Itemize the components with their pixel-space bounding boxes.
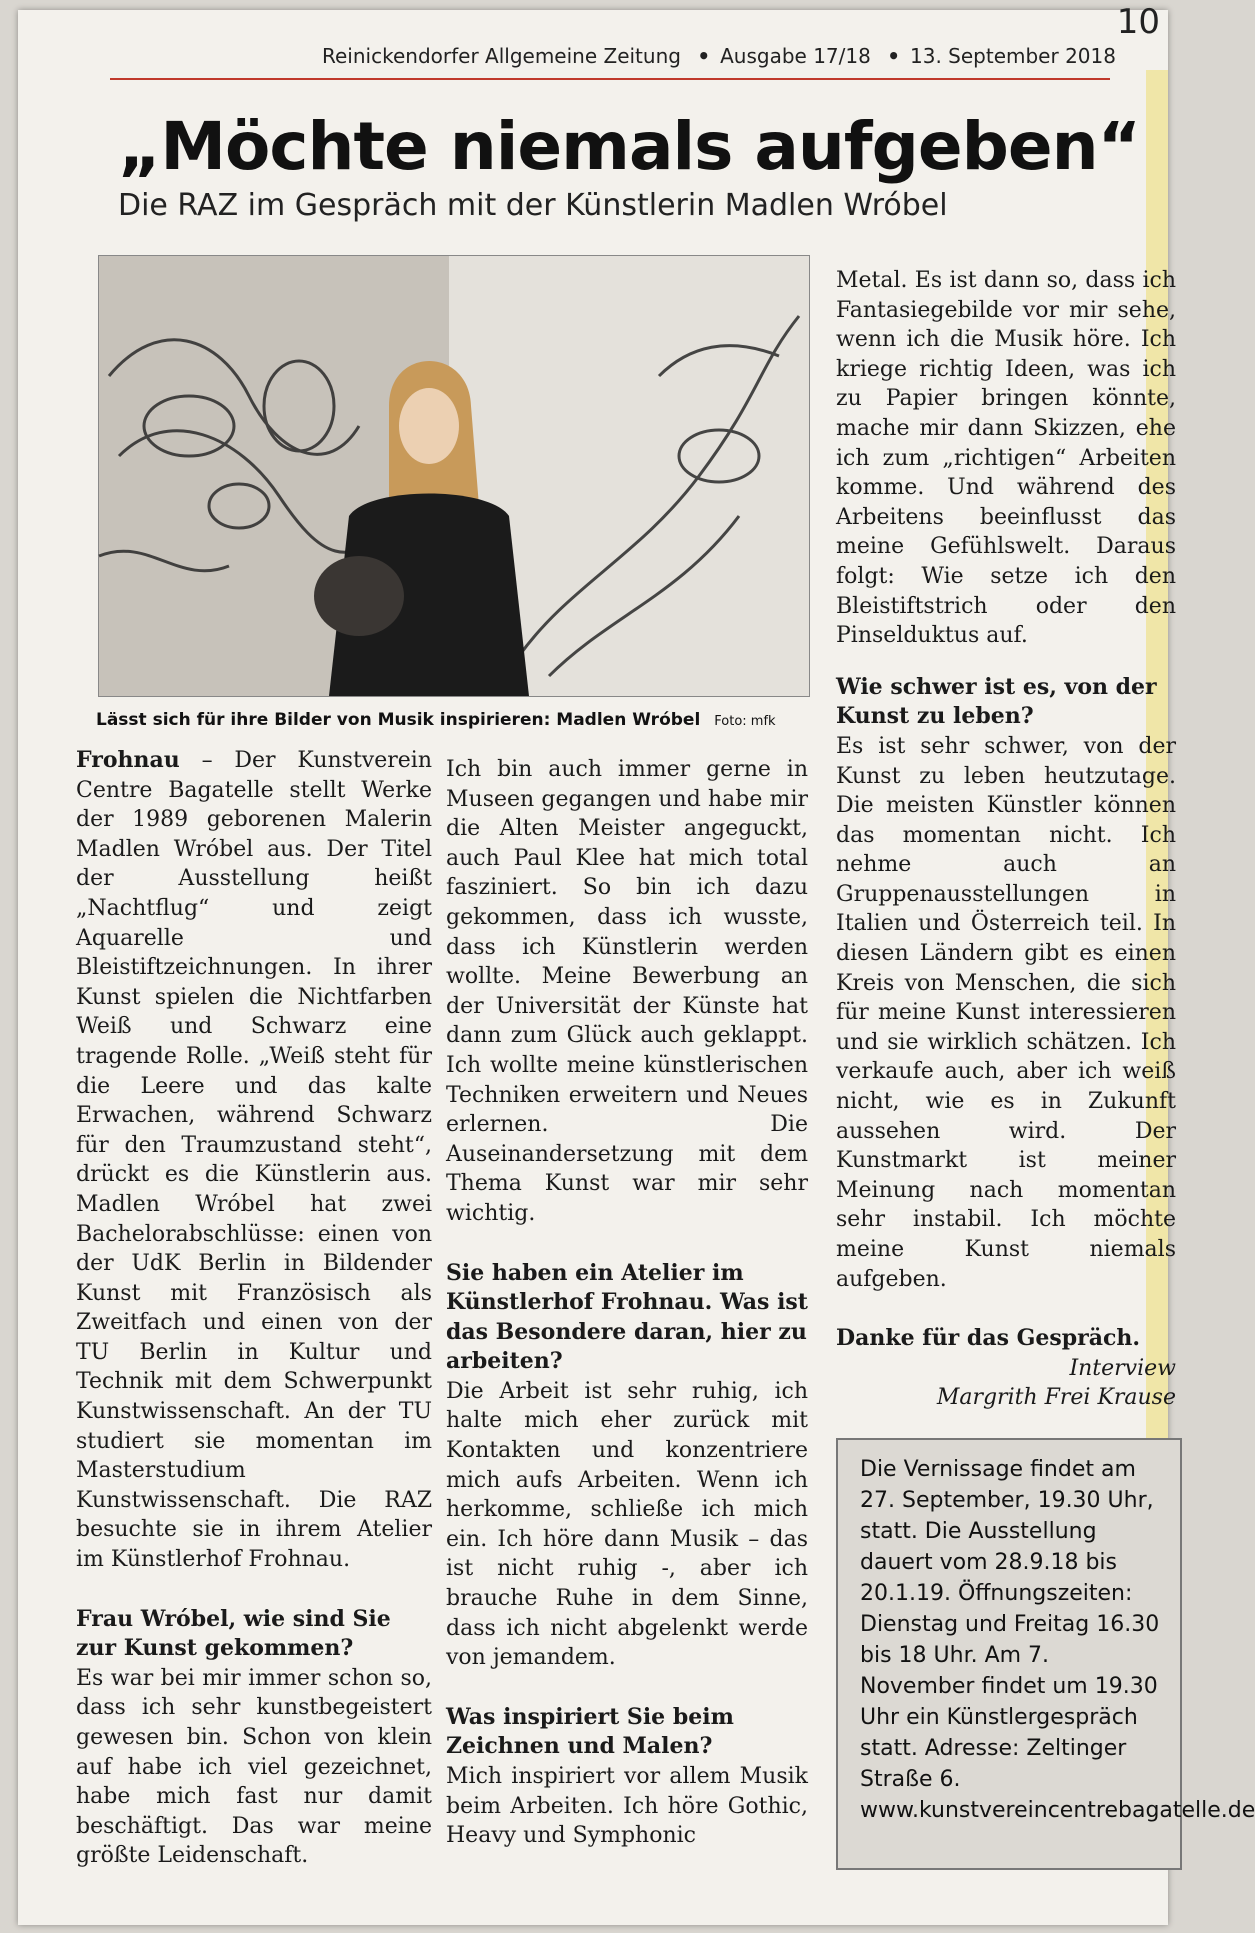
answer-1-continued: Ich bin auch immer gerne in Museen gegangen und habe mir die Alten Meister angeguckt, auch Paul Klee hat mich total fasziniert. So bin ich dazu gekommen, dass ich wusste, dass ich Künstlerin werden wollte. Meine Bewerbung an der Universität der Künste hat dann zum Glück auch geklappt. Ich wollte meine künstlerischen Techniken erweitern und Neues erlernen. Die Auseinandersetzung mit dem Thema Kunst war mir sehr wichtig. bbox=[446, 757, 808, 1226]
answer-3-continued: Metal. Es ist dann so, dass ich Fantasiegebilde vor mir sehe, wenn ich die Musik höre. Ich kriege richtig Ideen, was ich zu Papier bringen könnte, mache mir dann Skizzen, ehe ich zum „richtigen“ Arbeiten komme. Und während des Arbeitens beeinflusst das meine Gefühlswelt. Daraus folgt: Wie setze ich den Bleistiftstrich oder den Pinselduktus auf. bbox=[836, 268, 1176, 649]
answer-1: Es war bei mir immer schon so, dass ich sehr kunstbegeistert gewesen bin. Schon von klein auf habe ich viel gezeichnet, habe mich fast nur damit beschäftigt. Das war meine größte Leidenschaft. bbox=[76, 1665, 432, 1869]
article-column-2 bbox=[446, 755, 808, 1851]
exhibition-info-box bbox=[836, 1438, 1255, 1870]
dateline-place: Frohnau bbox=[76, 747, 180, 773]
newspaper-clipping bbox=[18, 2, 1255, 1925]
masthead-rule bbox=[110, 78, 1110, 80]
question-2: Sie haben ein Atelier im Künstlerhof Frohnau. Was ist das Besondere daran, hier zu arbeiten? bbox=[446, 1259, 808, 1375]
masthead-date: 13. September 2018 bbox=[910, 44, 1116, 68]
artist-photo-illustration bbox=[99, 256, 809, 696]
signature-label: Interview bbox=[1069, 1355, 1176, 1381]
exhibition-info-text: Die Vernissage findet am 27. September, 19.30 Uhr, statt. Die Ausstellung dauert vom 28.9.18 bis 20.1.19. Öffnungszeiten: Dienstag und Freitag 16.30 bis 18 Uhr. Am 7. November findet um 19.30 Uhr ein Künstlergespräch statt. Adresse: Zeltinger Straße 6. www.kunstvereincentrebagatelle.de bbox=[860, 1457, 1255, 1823]
masthead: Reinickendorfer Allgemeine Zeitung • Ausgabe 17/18 • 13. September 2018 bbox=[110, 44, 1150, 68]
question-4: Wie schwer ist es, von der Kunst zu leben? bbox=[836, 673, 1157, 730]
question-3: Was inspiriert Sie beim Zeichnen und Malen? bbox=[446, 1703, 734, 1760]
photo-caption bbox=[96, 710, 816, 730]
article-column-3 bbox=[836, 266, 1176, 1413]
masthead-issue: Ausgabe 17/18 bbox=[720, 44, 871, 68]
photo-credit: Foto: mfk bbox=[714, 714, 776, 729]
intro-paragraph bbox=[76, 746, 432, 1575]
answer-4: Es ist sehr schwer, von der Kunst zu leben heutzutage. Die meisten Künstler können das momentan nicht. Ich nehme auch an Gruppenausstellungen in Italien und Österreich teil. In diesen Ländern gibt es einen Kreis von Menschen, die sich für meine Kunst interessieren und sie wirklich schätzen. Ich verkaufe auch, aber ich weiß nicht, wie es in Zukunft aussehen wird. Der Kunstmarkt ist meiner Meinung nach momentan sehr instabil. Ich möchte meine Kunst niemals aufgeben. bbox=[836, 733, 1176, 1292]
signature-name: Margrith Frei Krause bbox=[936, 1385, 1176, 1411]
page-number: 10 bbox=[1116, 2, 1160, 42]
closing-line: Danke für das Gespräch. bbox=[836, 1325, 1141, 1352]
subheadline: Die RAZ im Gespräch mit der Künstlerin Madlen Wróbel bbox=[118, 188, 948, 223]
artist-photo bbox=[98, 255, 810, 697]
headline: „Möchte niemals aufgeben“ bbox=[118, 108, 1140, 185]
answer-2: Die Arbeit ist sehr ruhig, ich halte mich eher zurück mit Kontakten und konzentriere mich aufs Arbeiten. Wenn ich herkomme, schließe ich mich ein. Ich höre dann Musik – das ist nicht ruhig -, aber ich brauche Ruhe in dem Sinne, dass ich nicht abgelenkt werde von jemandem. bbox=[446, 1378, 808, 1671]
article-column-1 bbox=[76, 746, 432, 1871]
question-1: Frau Wróbel, wie sind Sie zur Kunst gekommen? bbox=[76, 1605, 391, 1662]
photo-caption-text: Lässt sich für ihre Bilder von Musik inspirieren: Madlen Wróbel bbox=[96, 710, 701, 730]
intro-text: – Der Kunstverein Centre Bagatelle stellt Werke der 1989 geborenen Malerin Madlen Wróbel aus. Der Titel der Ausstellung heißt „Nachtflug“ und zeigt Aquarelle und Bleistiftzeichnungen. In ihrer Kunst spielen die Nichtfarben Weiß und Schwarz eine tragende Rolle. „Weiß steht für die Leere und das kalte Erwachen, während Schwarz für den Traumzustand steht“, drückt es die Künstlerin aus. Madlen Wróbel hat zwei Bachelorabschlüsse: einen von der UdK Berlin in Bildender Kunst mit Französisch als Zweitfach und einen von der TU Berlin in Kultur und Technik mit dem Schwerpunkt Kunstwissenschaft. An der TU studiert sie momentan im Masterstudium Kunstwissenschaft. Die RAZ besuchte sie in ihrem Atelier im Künstlerhof Frohnau. bbox=[76, 748, 432, 1573]
masthead-paper: Reinickendorfer Allgemeine Zeitung bbox=[322, 44, 681, 68]
answer-3: Mich inspiriert vor allem Musik beim Arbeiten. Ich höre Gothic, Heavy und Symphonic bbox=[446, 1764, 808, 1849]
